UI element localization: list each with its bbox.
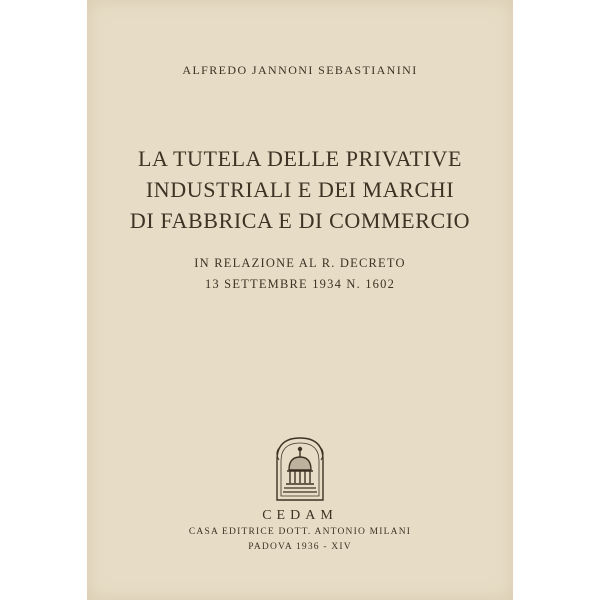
publisher-imprint	[87, 525, 513, 555]
publisher-name: CEDAM	[262, 508, 338, 523]
title-line: DI FABBRICA E DI COMMERCIO	[129, 208, 471, 233]
imprint-line: PADOVA 1936 - XIV	[248, 542, 352, 552]
subtitle-line: 13 SETTEMBRE 1934 N. 1602	[204, 277, 396, 291]
subtitle-line: IN RELAZIONE AL R. DECRETO	[194, 256, 406, 270]
author-name: ALFREDO JANNONI SEBASTIANINI	[182, 63, 418, 77]
title-page	[87, 0, 513, 600]
imprint-line: CASA EDITRICE DOTT. ANTONIO MILANI	[188, 527, 412, 537]
publisher-emblem-icon	[269, 434, 331, 502]
title-line: INDUSTRIALI E DEI MARCHI	[145, 177, 455, 202]
book-subtitle	[87, 253, 513, 295]
title-line: LA TUTELA DELLE PRIVATIVE	[138, 146, 462, 171]
book-title	[87, 143, 513, 236]
